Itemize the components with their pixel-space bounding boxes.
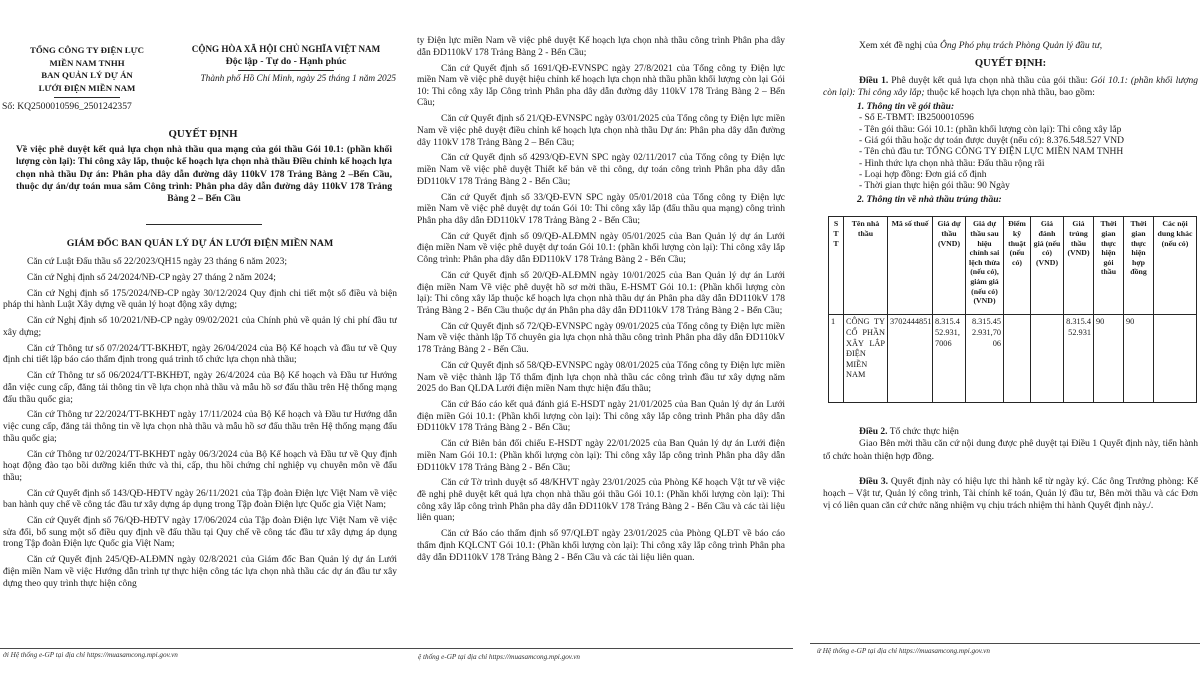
org-underline [54,97,120,98]
cell-evaluated-price [1031,315,1064,403]
package-info-item: - Số E-TBMT: IB2500010596 [859,113,974,124]
article-3-text: Quyết định này có hiệu lực thi hành kể từ ngày ký. Các ông Trưởng phòng: Kế hoạch – Vật tư, Quản lý công trình, Tài chính kế toán, Quản lý đầu tư, Bên mời thầu và các Đơn vị có liên quan căn cứ chức năng nhiệm vụ chịu trách nhiệm thi hành Quyết định này./. [823,476,1199,512]
article-1-text: Phê duyệt kết quả lựa chọn nhà thầu của gói thầu: [888,76,1091,86]
legal-basis-paragraph: Căn cứ Luật Đấu thầu số 22/2023/QH15 ngày 23 tháng 6 năm 2023; [27,257,288,267]
legal-basis-paragraph: Căn cứ Quyết định số 09/QĐ-ALĐMN ngày 05/01/2025 của Ban Quản lý dự án Lưới điện miền Nam về việc phê duyệt dự toán Gói 10.1: (phần khối lượng còn lại): Thi công xây lắp Công trình: Phân pha dây dẫn ĐD110kV 178 Trảng Bàng 2 - Bến Cầu; [417,231,785,266]
table-header-evaluated-price: Giá đánh giá (nếu có) (VND) [1031,217,1064,315]
document-page-2 [408,0,800,683]
footer-note: ệ thống e-GP tại địa chỉ https://muasamcong.mpi.gov.vn [418,653,581,661]
table-header-award-price: Giá trúng thầu (VND) [1064,217,1094,315]
legal-basis-list [417,36,785,636]
package-info-item: - Hình thức lựa chọn nhà thầu: Đấu thầu rộng rãi [859,158,1045,169]
legal-basis-paragraph: Căn cứ Quyết định số 72/QĐ-EVNSPC ngày 09/01/2025 của Tổng công ty Điện lực miền Nam về việc thành lập Tổ chuyên gia lựa chọn nhà thầu công trình Phân pha dây dẫn ĐD110kV 178 Trảng Bàng 2 - Bến Cầu. [417,321,785,356]
cell-corrected-price: 8.315.452.931,7006 [966,315,1004,403]
legal-basis-paragraph: Căn cứ Báo cáo thẩm định số 97/QLĐT ngày 23/01/2025 của Phòng QLĐT về báo cáo thẩm định KQLCNT Gói 10.1: (Phần khối lượng còn lại): Thi công xây lắp công trình Phân pha dây dẫn ĐD110kV 178 Trảng Bàng 2 - Bến Cầu và các tài liệu liên quan. [417,529,785,563]
legal-basis-list [3,257,397,643]
legal-basis-paragraph: Căn cứ Thông tư số 06/2024/TT-BKHĐT, ngày 26/4/2024 của Bộ Kế hoạch và Đầu tư Hướng dẫn việc cung cấp, đăng tải thông tin về lựa chọn nhà thầu và mẫu hồ sơ đấu thầu trên Hệ thống mạng đấu thầu quốc gia; [3,371,397,405]
org-name-line: TỔNG CÔNG TY ĐIỆN LỰC [29,45,145,55]
footnote-rule-right [810,643,1200,644]
package-info-item: - Tên chủ đầu tư: TỔNG CÔNG TY ĐIỆN LỰC MIỀN NAM TNHH [859,147,1124,158]
winner-info-heading: 2. Thông tin về nhà thầu trúng thầu: [857,195,1002,206]
place-date-line: Thành phố Hồ Chí Minh, ngày 25 tháng 1 năm 2025 [200,74,396,84]
authority-title: GIÁM ĐỐC BAN QUẢN LÝ DỰ ÁN LƯỚI ĐIỆN MIỀN NAM [66,238,334,249]
legal-basis-paragraph: Căn cứ Nghị định số 10/2021/NĐ-CP ngày 09/02/2021 của Chính phủ về quản lý chi phí đầu tư xây dựng; [3,316,397,338]
legal-basis-paragraph: Căn cứ Quyết định số 76/QĐ-HĐTV ngày 17/06/2024 của Tập đoàn Điện lực Việt Nam về việc sửa đổi, bổ sung một số điều quy định về đấu thầu tại Quy chế về công tác đầu tư xây dựng áp dụng trong Tập đoàn Điện lực Quốc gia Việt Nam; [3,516,397,550]
subject-underline [146,224,262,225]
package-name-italic: Gói 10.1: (phần khối lượng còn lại): Thi công xây lắp; [823,76,1199,99]
page1-header [2,44,400,98]
article-2-heading [823,426,1198,438]
document-page-3 [820,0,1200,683]
article-2-title: Tổ chức thực hiện [887,427,959,438]
cell-tech-score [1004,315,1031,403]
cell-other [1154,315,1197,403]
decision-heading: QUYẾT ĐỊNH: [974,58,1047,69]
motto-underline [238,70,334,71]
legal-basis-paragraph: Căn cứ Quyết định số 58/QĐ-EVNSPC ngày 08/01/2025 của Tổng công ty Điện lực miền Nam về việc thành lập Tổ thẩm định lựa chọn nhà thầu các công trình đầu tư xây dựng năm 2025 do Ban QLDA Lưới điện miền Nam thực hiện đấu thầu; [417,360,785,395]
national-header-block [172,44,400,98]
decision-body [823,40,1198,513]
legal-basis-paragraph: Căn cứ Tờ trình duyệt số 48/KHVT ngày 23/01/2025 của Phòng Kế hoạch Vật tư về việc đề nghị phê duyệt kết quả lựa chọn nhà thầu gói thầu Gói 10.1: (Phần khối lượng còn lại): Thi công xây lắp công trình Phân pha dây dẫn ĐD110kV 178 Trảng Bàng 2 - Bến Cầu và các tài liệu liên quan; [417,478,785,524]
table-header-tech-score: Điểm kỹ thuật (nếu có) [1004,217,1031,315]
table-header-contract-duration: Thời gian thực hiện hợp đồng [1124,217,1154,315]
table-header-taxcode: Mã số thuế [888,217,933,315]
national-motto: Độc lập - Tự do - Hạnh phúc [225,56,347,67]
proposer-title: Ông Phó phụ trách Phòng Quản lý đầu tư, [940,41,1103,51]
org-name-line: BAN QUẢN LÝ DỰ ÁN [41,70,133,81]
legal-basis-paragraph: Căn cứ Biên bản đối chiếu E-HSDT ngày 22/01/2025 của Ban Quản lý dự án Lưới điện miền Nam Gói 10.1: (Phần khối lượng còn lại): Thi công xây lắp công trình Phân pha dây dẫn ĐD110kV 178 Trảng Bàng 2 - Bến Cầu; [417,439,785,473]
legal-basis-paragraph: Căn cứ Quyết định số 21/QĐ-EVNSPC ngày 03/01/2025 của Tổng công ty Điện lực miền Nam về việc phê duyệt điều chỉnh kế hoạch lựa chọn nhà thầu Dự án: Phân pha dây dẫn đường dây 110kV 178 Trảng Bàng 2 – Bến Cầu; [417,114,785,148]
footer-note: ừ Hệ thống e-GP tại địa chỉ https://muasamcong.mpi.gov.vn [817,647,990,655]
table-row [829,315,1197,403]
legal-basis-paragraph: Căn cứ Nghị định số 24/2024/NĐ-CP ngày 27 tháng 2 năm 2024; [27,272,276,283]
table-header-corrected-price: Giá dự thầu sau hiệu chỉnh sai lệch thừa (nếu có), giảm giá (nếu có) (VND) [966,217,1004,315]
article-1-label: Điều 1. [859,76,889,86]
package-info-item: - Thời gian thực hiện gói thầu: 90 Ngày [859,181,1010,192]
cell-award-price: 8.315.452.931 [1064,315,1094,403]
cell-bid-price: 8.315.452.931,7006 [933,315,966,403]
cell-contract-duration: 90 [1124,315,1154,403]
cell-stt: 1 [829,315,844,403]
package-info-item: - Loại hợp đồng: Đơn giá cố định [859,169,987,180]
article-3-label: Điều 3. [859,476,888,487]
legal-basis-paragraph: Căn cứ Báo cáo kết quả đánh giá E-HSDT ngày 21/01/2025 của Ban Quản lý dự án Lưới điện miền Gói 10.1: (Phần khối lượng còn lại): Thi công xây lắp công trình Phân pha dây dẫn ĐD110kV 178 Trảng Bàng 2 - Bến Cầu; [417,400,785,434]
table-header-stt: S T T [829,217,844,315]
decision-subject: Về việc phê duyệt kết quả lựa chọn nhà thầu qua mạng của gói thầu Gói 10.1: (phần khối lượng còn lại): Thi công xây lắp, thuộc kế hoạch lựa chọn nhà thầu Điều chỉnh kế hoạch lựa chọn nhà thầu Dự án: Phân pha dây dẫn đường dây 110kV 178 Trảng Bàng 2 –Bến Cầu, thuộc dự án/dự toán mua sắm Công trình: Phân pha dây dẫn đường dây 110kV 178 Trảng Bàng 2 – Bến Cầu [16,144,392,205]
package-info-heading: 1. Thông tin về gói thầu: [857,102,955,113]
document-page-1 [0,0,404,683]
org-name-line: MIỀN NAM TNHH [49,57,125,68]
document-number: Số: KQ2500010596_2501242357 [2,101,132,112]
article-2-label: Điều 2. [859,427,888,438]
legal-basis-paragraph: Căn cứ Quyết định số 1691/QĐ-EVNSPC ngày 27/8/2021 của Tổng công ty Điện lực miền Nam về việc phê duyệt hiệu chỉnh kế hoạch lựa chọn nhà thầu phần khối lượng còn lại Gói 10: Thi công xây lắp Công trình Phân pha dây dẫn đường dây 110kV 178 Trảng Bàng 2 – Bến Cầu; [417,63,785,109]
winner-table [828,216,1197,403]
legal-basis-paragraph: Căn cứ Quyết định số 143/QĐ-HĐTV ngày 26/11/2021 của Tập đoàn Điện lực Việt Nam về việc ban hành quy chế về công tác đầu tư xây dựng áp dụng trong Tập đoàn Điện lực Quốc gia Việt Nam; [3,488,397,511]
legal-basis-paragraph: Căn cứ Thông tư 02/2024/TT-BKHĐT ngày 06/3/2024 của Bộ Kế hoạch và Đầu tư về Quy định hoạt động đào tạo bồi dưỡng kiến thức và thi, cấp, thu hồi chứng chỉ nghiệp vụ chuyên môn về đấu thầu; [3,449,397,483]
package-info-item: - Tên gói thầu: Gói 10.1: (phần khối lượng còn lại): Thi công xây lắp [859,124,1122,135]
consideration-line [823,40,1198,52]
package-info-list [859,113,1198,192]
issuing-org-block [2,44,172,98]
article-3 [823,476,1198,513]
legal-basis-paragraph: Căn cứ Quyết định số 20/QĐ-ALĐMN ngày 10/01/2025 của Ban Quản lý dự án Lưới điện miền Nam Về việc phê duyệt hồ sơ mời thầu, E-HSMT Gói 10.1: (Phần khối lượng còn lại): Thi công xây lắp thuộc kế hoạch lựa chọn nhà thầu dự án Phân pha dây dẫn ĐD110kV 178 Trảng Bàng 2 - Bến Cầu thuộc dự án Phân pha dây dẫn ĐD110kV 178 Trảng Bàng 2 - Bến Cầu; [417,270,785,316]
table-header-other: Các nội dung khác (nếu có) [1154,217,1197,315]
national-motto-title: CỘNG HÒA XÃ HỘI CHỦ NGHĨA VIỆT NAM [191,44,381,54]
table-header-contractor: Tên nhà thầu [844,217,888,315]
decision-title: QUYẾT ĐỊNH [168,128,238,140]
table-header-package-duration: Thời gian thực hiện gói thầu [1094,217,1124,315]
legal-basis-paragraph: Căn cứ Quyết định số 4293/QĐ-EVN SPC ngày 02/11/2017 của Tổng công ty Điện lực miền Nam về việc phê duyệt Thiết kế bản vẽ thi công, dự toán công trình Phân pha dây dẫn ĐD110kV 178 Trảng Bàng 2 - Bến Cầu; [417,153,785,187]
article-1 [823,75,1198,99]
legal-basis-paragraph: ty Điện lực miền Nam về việc phê duyệt Kế hoạch lựa chọn nhà thầu công trình Phân pha dây dẫn ĐD110kV 178 Trảng Bàng 2 - Bến Cầu; [417,36,785,58]
legal-basis-paragraph: Căn cứ Nghị định số 175/2024/NĐ-CP ngày 30/12/2024 Quy định chi tiết một số điều và biện pháp thi hành Luật Xây dựng về quản lý hoạt động xây dựng; [3,288,397,311]
legal-basis-paragraph: Căn cứ Thông tư 22/2024/TT-BKHĐT ngày 17/11/2024 của Bộ Kế hoạch và Đầu tư Hướng dẫn việc cung cấp, đăng tải thông tin về lựa chọn nhà thầu và mẫu hồ sơ đấu thầu trên Hệ thống mạng đấu thầu quốc gia; [3,410,397,444]
table-header-bid-price: Giá dự thầu (VND) [933,217,966,315]
package-info-item: - Giá gói thầu hoặc dự toán được duyệt (nếu có): 8.376.548.527 VND [859,136,1124,146]
legal-basis-paragraph: Căn cứ Thông tư số 07/2024/TT-BKHĐT, ngày 26/04/2024 của Bộ Kế hoạch và đầu tư về Quy định chi tiết lập báo cáo thẩm định trong quá trình tổ chức lựa chọn nhà thầu; [3,343,397,366]
cell-contractor-name: CÔNG TY CỔ PHẦN XÂY LẮP ĐIỆN MIỀN NAM [844,315,888,403]
footnote-rule-left [0,648,793,649]
cell-package-duration: 90 [1094,315,1124,403]
consideration-text: Xem xét đề nghị của [859,41,940,51]
article-1-text: thuộc kế hoạch lựa chọn nhà thầu, bao gồm: [924,88,1095,99]
cell-taxcode: 3702444851 [888,315,933,403]
footer-note: ởi Hệ thống e-GP tại địa chỉ https://muasamcong.mpi.gov.vn [3,651,178,659]
article-2-body: Giao Bên mời thầu căn cứ nội dung được phê duyệt tại Điều 1 Quyết định này, tiến hành tổ chức hoàn thiện hợp đồng. [823,439,1198,462]
legal-basis-paragraph: Căn cứ Quyết định 245/QĐ-ALĐMN ngày 02/8/2021 của Giám đốc Ban Quản lý dự án Lưới điện miền Nam về việc Hướng dẫn trình tự thực hiện công tác lựa chọn nhà thầu các dự án đầu tư xây dựng theo quy trình thực hiện công [3,555,397,589]
legal-basis-paragraph: Căn cứ Quyết định số 33/QĐ-EVN SPC ngày 05/01/2018 của Tổng công ty Điện lực miền Nam về việc phê duyệt dự toán Gói 10: Thi công xây lắp (đấu thầu qua mạng) công trình Phân pha dây dẫn ĐD110kV 178 Trảng Bàng 2 - Bến Cầu; [417,192,785,226]
org-name-line: LƯỚI ĐIỆN MIỀN NAM [38,82,136,93]
